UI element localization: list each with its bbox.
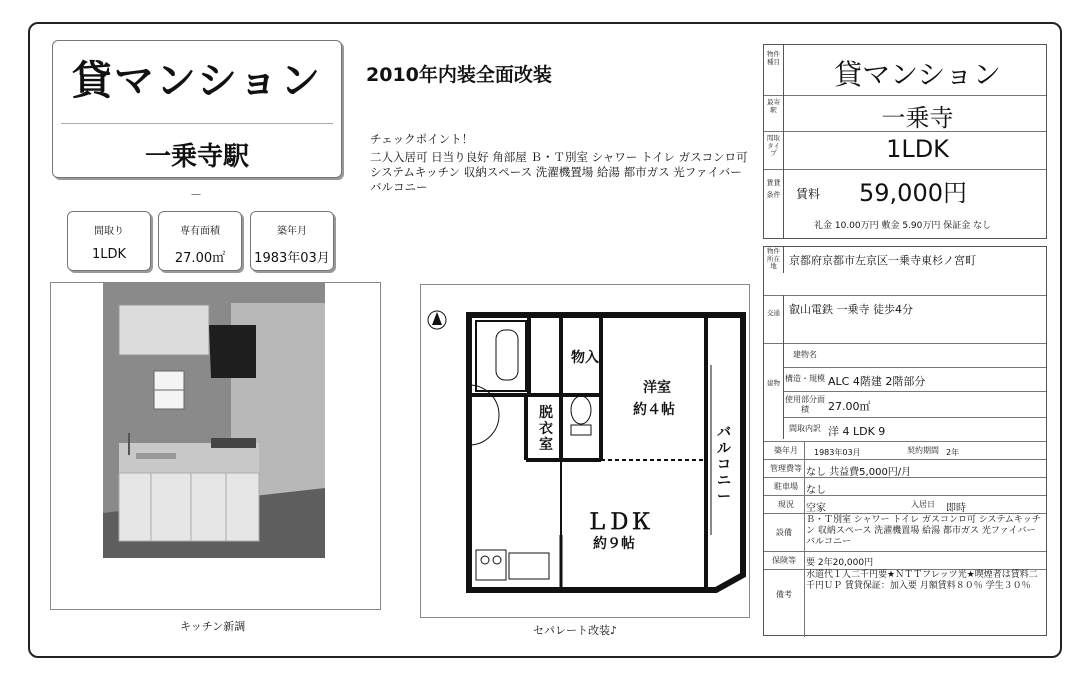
- listing-title: 貸マンション: [71, 58, 323, 104]
- rent-label: 賃料: [796, 187, 821, 201]
- details-divider: [804, 441, 805, 637]
- label-remarks: 備考: [776, 590, 792, 599]
- label-area: 使用部分面積: [785, 395, 825, 414]
- label-movein: 入居日: [911, 500, 935, 509]
- balcony-char: コ: [717, 457, 731, 473]
- balcony-char: ニ: [717, 473, 731, 489]
- balcony-char: バ: [717, 425, 731, 441]
- photo-caption: キッチン新調: [180, 620, 246, 633]
- summary-panel: [763, 44, 1047, 239]
- label-mgmt: 管理費等: [770, 464, 802, 473]
- mgmt-value: なし 共益費5,000円/月: [806, 467, 912, 478]
- details-panel: [763, 246, 1047, 636]
- label-facilities: 設備: [776, 528, 792, 537]
- rent-terms: 礼金 10.00万円 敷金 5.90万円 保証金 なし: [814, 221, 992, 231]
- kitchen-photo-frame: [50, 282, 381, 610]
- plan-caption: セパレート改装♪: [533, 624, 618, 637]
- station-name: 一乗寺駅: [144, 142, 249, 172]
- facilities-value: Ｂ・Ｔ別室 シャワー トイレ ガスコンロ可 システムキッチン 収納スペース 洗濯機置場 給湯 都市ガス 光ファイバー バルコニー: [806, 515, 1041, 547]
- room-ldk-size: 約９帖: [593, 536, 635, 552]
- room-dressing: [539, 405, 553, 453]
- insurance-value: 要 2年20,000円: [806, 558, 874, 568]
- spec-value: 27.00㎡: [174, 251, 226, 266]
- label-layout: 間取タイプ: [764, 131, 784, 169]
- room-balcony: [717, 425, 731, 505]
- checkpoint-title: チェックポイント！: [370, 132, 474, 146]
- label-built: 築年月: [774, 446, 798, 455]
- title-box: [52, 40, 342, 178]
- label-structure: 構造・規模: [785, 374, 825, 383]
- room-dressing-char: 室: [539, 437, 553, 453]
- room-dressing-char: 脱: [539, 405, 553, 421]
- spec-area: [158, 211, 242, 271]
- remarks-value: 水道代１人二千円要★ＮＴＴフレッツ光★喫煙者は賃料二千円ＵＰ 賃貸保証：加入要 月額賃料８０％ 学生３０％: [806, 570, 1038, 591]
- status-value: 空家: [806, 503, 826, 514]
- label-insurance: 保険等: [772, 556, 796, 565]
- checkpoint-text: 二人入居可 日当り良好 角部屋 Ｂ・Ｔ別室 シャワー トイレ ガスコンロ可 システムキッチン 収納スペース 洗濯機置場 給湯 都市ガス 光ファイバー バルコニー: [370, 150, 748, 194]
- label-roomplan: 間取内訳: [789, 424, 821, 433]
- parking-value: なし: [806, 485, 826, 496]
- address-value: 京都府京都市左京区一乗寺東杉ノ宮町: [789, 254, 976, 267]
- label-station: 最寄駅: [764, 95, 784, 131]
- balcony-char: ル: [717, 441, 731, 457]
- spec-label: 築年月: [277, 226, 307, 237]
- balcony-char: ー: [717, 489, 731, 505]
- room-ldk: ＬＤＫ: [586, 510, 653, 535]
- room-western-size: 約４帖: [633, 402, 675, 418]
- dash-mark: －: [190, 188, 203, 202]
- area-value: 27.00㎡: [828, 400, 871, 413]
- spec-label: 間取り: [94, 226, 124, 237]
- title-divider: [61, 123, 333, 124]
- label-address: 物件所在地: [764, 247, 784, 273]
- label-status: 現況: [778, 500, 794, 509]
- label-rent: 賃貸条件: [764, 169, 784, 239]
- contract-value: 2年: [946, 448, 960, 457]
- kitchen-photo: [51, 283, 380, 609]
- movein-value: 即時: [946, 503, 966, 514]
- rent-value: 59,000円: [859, 179, 967, 207]
- spec-layout: [67, 211, 151, 271]
- room-dressing-char: 衣: [539, 421, 553, 437]
- built-value: 1983年03月: [814, 448, 861, 457]
- headline: 2010年内装全面改装: [366, 64, 552, 86]
- label-building: 建物: [764, 343, 784, 439]
- label-type: 物件種目: [764, 45, 784, 95]
- room-western: 洋室: [643, 380, 671, 396]
- spec-value: 1983年03月: [254, 251, 330, 266]
- label-parking: 駐車場: [774, 482, 798, 491]
- label-contract: 契約期間: [907, 446, 939, 455]
- roomplan-value: 洋 4 LDK 9: [828, 425, 886, 438]
- transport-value: 叡山電鉄 一乗寺 徒歩4分: [789, 303, 913, 316]
- station-value: 一乗寺: [881, 104, 954, 132]
- spec-label: 専有面積: [180, 226, 220, 237]
- structure-value: ALC 4階建 2階部分: [828, 375, 926, 388]
- checkpoint-block: [370, 132, 750, 195]
- floorplan-drawing: [421, 285, 749, 617]
- label-bname: 建物名: [793, 350, 817, 359]
- layout-value: 1LDK: [886, 135, 949, 163]
- label-transport: 交通: [764, 295, 784, 343]
- room-storage: 物入: [571, 350, 599, 366]
- spec-built: [250, 211, 334, 271]
- floorplan-frame: [420, 284, 750, 618]
- type-value: 貸マンション: [834, 58, 1001, 91]
- spec-value: 1LDK: [91, 247, 127, 262]
